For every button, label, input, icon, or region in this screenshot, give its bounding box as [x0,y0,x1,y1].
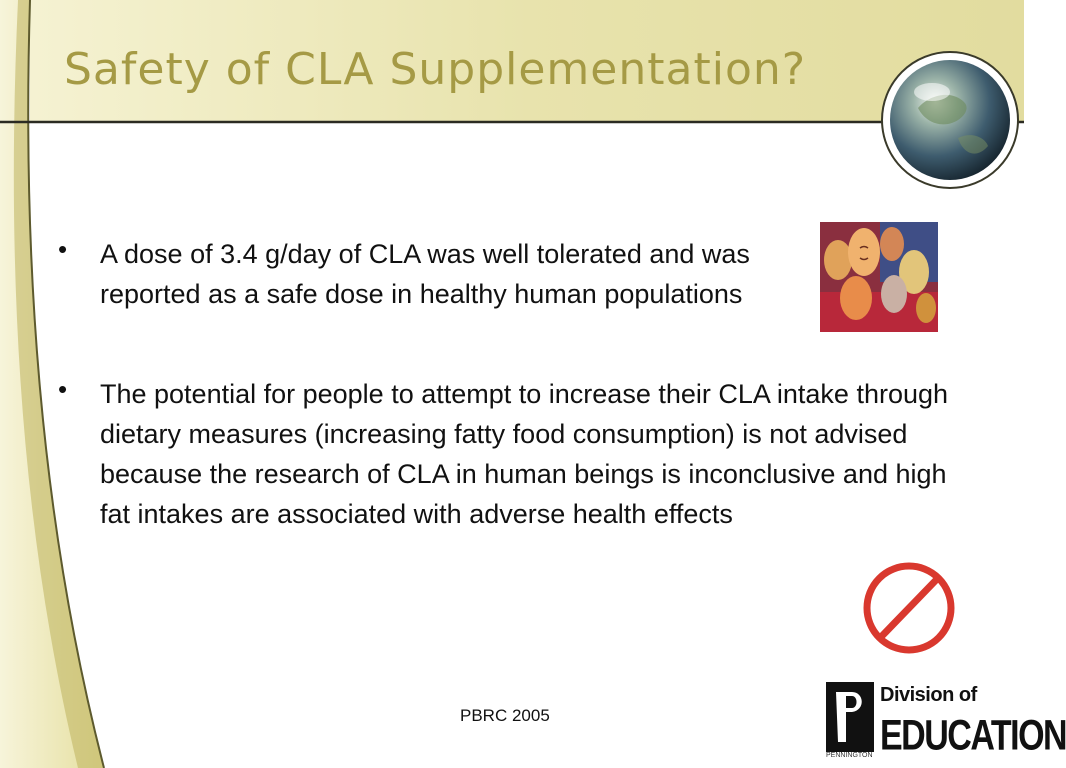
prohibition-icon [860,562,958,654]
division-of-education-logo [826,682,1066,766]
bullet-marker: • [58,234,68,264]
logo-division-text: Division of [880,684,977,706]
bullet-marker: • [58,374,68,404]
globe-icon [880,50,1020,190]
pennington-logo-icon [826,682,876,762]
slide-footer: PBRC 2005 [460,706,550,725]
logo-small-text: PENNINGTON [826,752,873,759]
faces-painting-image [820,222,938,332]
bullet-text: The potential for people to attempt to increase their CLA intake through dietary measures (increasing fatty food consumption) is not advised because the research of CLA in human beings is inconclusive and high fat intakes are associated with adverse health effects [100,379,949,529]
logo-education-text: EDUCATION [880,712,1066,760]
bullet-text: A dose of 3.4 g/day of CLA was well tolerated and was reported as a safe dose in healthy human populations [100,239,750,309]
slide-title: Safety of CLA Supplementation? [64,44,807,95]
